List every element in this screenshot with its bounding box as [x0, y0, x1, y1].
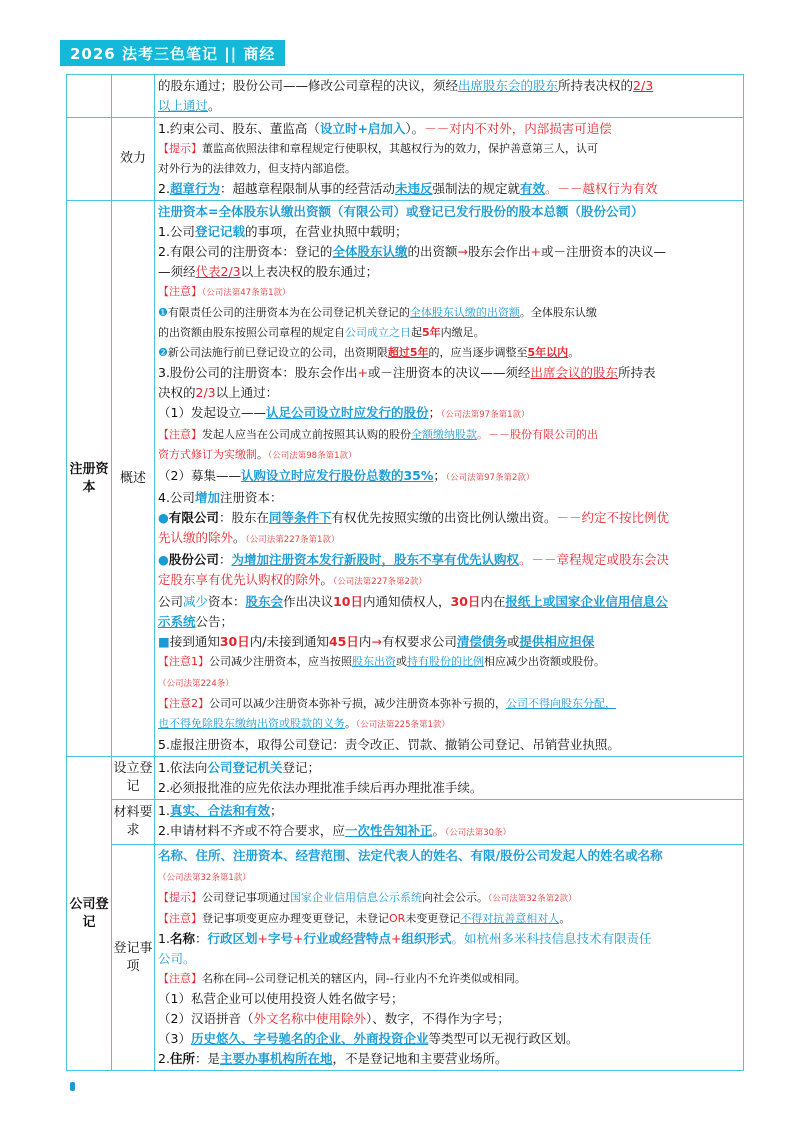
items-label: 登记事项 [112, 845, 155, 1071]
materials-label: 材料要求 [112, 800, 155, 845]
row-effect [67, 118, 744, 201]
footer-mark [70, 1082, 75, 1091]
setup-label: 设立登记 [112, 757, 155, 800]
group-registered-capital: 注册资本 [67, 201, 112, 757]
overview-label: 概述 [112, 201, 155, 757]
continuation-cell: 的股东通过；股份公司——修改公司章程的决议，须经出席股东会的股东所持表决权的2/3 以上通过。 [155, 75, 744, 118]
page-header [60, 40, 285, 66]
notes-table [66, 74, 744, 1071]
items-content: 名称、住所、注册资本、经营范围、法定代表人的姓名、有限/股份公司发起人的姓名或名称 （公司法第32条第1款） 【提示】公司登记事项通过国家企业信用信息公示系统向社会公示。（公司法第32条第2款） 【注意】登记事项变更应办理变更登记，未登记OR未变更登记不得对抗善意相对人。 1.名称：行政区划+字号+行业或经营特点+组织形式。如杭州多米科技信息技术有限责任 公司。 【注意】名称在同--公司登记机关的辖区内，同--行业内不允许类似或相同。 （1）私营企业可以使用投资人姓名做字号； （2）汉语拼音（外文名称中使用除外）、数字，不得作为字号； （3）历史悠久、字号驰名的企业、外商投资企业等类型可以无视行政区划。 2.住所：是主要办事机构所在地，不是登记地和主要营业场所。 [155, 845, 744, 1071]
row-continuation [67, 75, 744, 118]
effect-label: 效力 [112, 118, 155, 201]
header-title: 2026 法考三色笔记 || 商经 [70, 44, 276, 63]
materials-content: 1.真实、合法和有效； 2.申请材料不齐或不符合要求，应一次性告知补正。（公司法第30条） [155, 800, 744, 845]
row-registration-items [67, 845, 744, 1071]
row-materials [67, 800, 744, 845]
effect-content: 1.约束公司、股东、董监高（设立时+启加入）。－－对内不对外，内部损害可追偿 【提示】董监高依照法律和章程规定行使职权，其越权行为的效力，保护善意第三人，认可 对外行为的法律效力，但支持内部追偿。 2.超章行为：超越章程限制从事的经营活动未违反强制法的规定就有效。－－越权行为有效 [155, 118, 744, 201]
row-capital-overview [67, 201, 744, 757]
setup-content: 1.依法向公司登记机关登记； 2.必须报批准的应先依法办理批准手续后再办理批准手续。 [155, 757, 744, 800]
capital-content: 注册资本=全体股东认缴出资额（有限公司）或登记已发行股份的股本总额（股份公司） 1.公司登记记载的事项，在营业执照中载明； 2.有限公司的注册资本：登记的全体股东认缴的出资额→股东会作出+或－注册资本的决议— —须经代表2/3以上表决权的股东通过； 【注意】（公司法第47条第1款） ❶有限责任公司的注册资本为在公司登记机关登记的全体股东认缴的出资额。全体股东认缴 的出资额由股东按照公司章程的规定自公司成立之日起5年内缴足。 ❷新公司法施行前已登记设立的公司，出资期限超过5年的，应当逐步调整至5年以内。 3.股份公司的注册资本：股东会作出+或－注册资本的决议——须经出席会议的股东所持表 决权的2/3以上通过： （1）发起设立——认足公司设立时应发行的股份；（公司法第97条第1款） 【注意】发起人应当在公司成立前按照其认购的股份全额缴纳股款。－－股份有限公司的出 资方式修订为实缴制。（公司法第98条第1款） （2）募集——认购设立时应发行股份总数的35%；（公司法第97条第2款） 4.公司增加注册资本： ●有限公司：股东在同等条件下有权优先按照实缴的出资比例认缴出资。－－约定不按比例优 先认缴的除外。（公司法第227条第1款） ●股份公司：为增加注册资本发行新股时，股东不享有优先认购权。－－章程规定或股东会决 定股东享有优先认购权的除外。（公司法第227条第2款） 公司减少资本：股东会作出决议10日内通知债权人，30日内在报纸上或国家企业信用信息公 示系统公告； ■接到通知30日内/未接到通知45日内→有权要求公司清偿债务或提供相应担保 【注意1】公司减少注册资本，应当按照股东出资或持有股份的比例相应减少出资额或股份。 （公司法第224条） 【注意2】公司可以减少注册资本弥补亏损，减少注册资本弥补亏损的，公司不得向股东分配， 也不得免除股东缴纳出资或股款的义务。（公司法第225条第1款） 5.虚报注册资本，取得公司登记：责令改正、罚款、撤销公司登记、吊销营业执照。 [155, 201, 744, 757]
row-setup-registration [67, 757, 744, 800]
group-company-registration: 公司登记 [67, 757, 112, 1071]
